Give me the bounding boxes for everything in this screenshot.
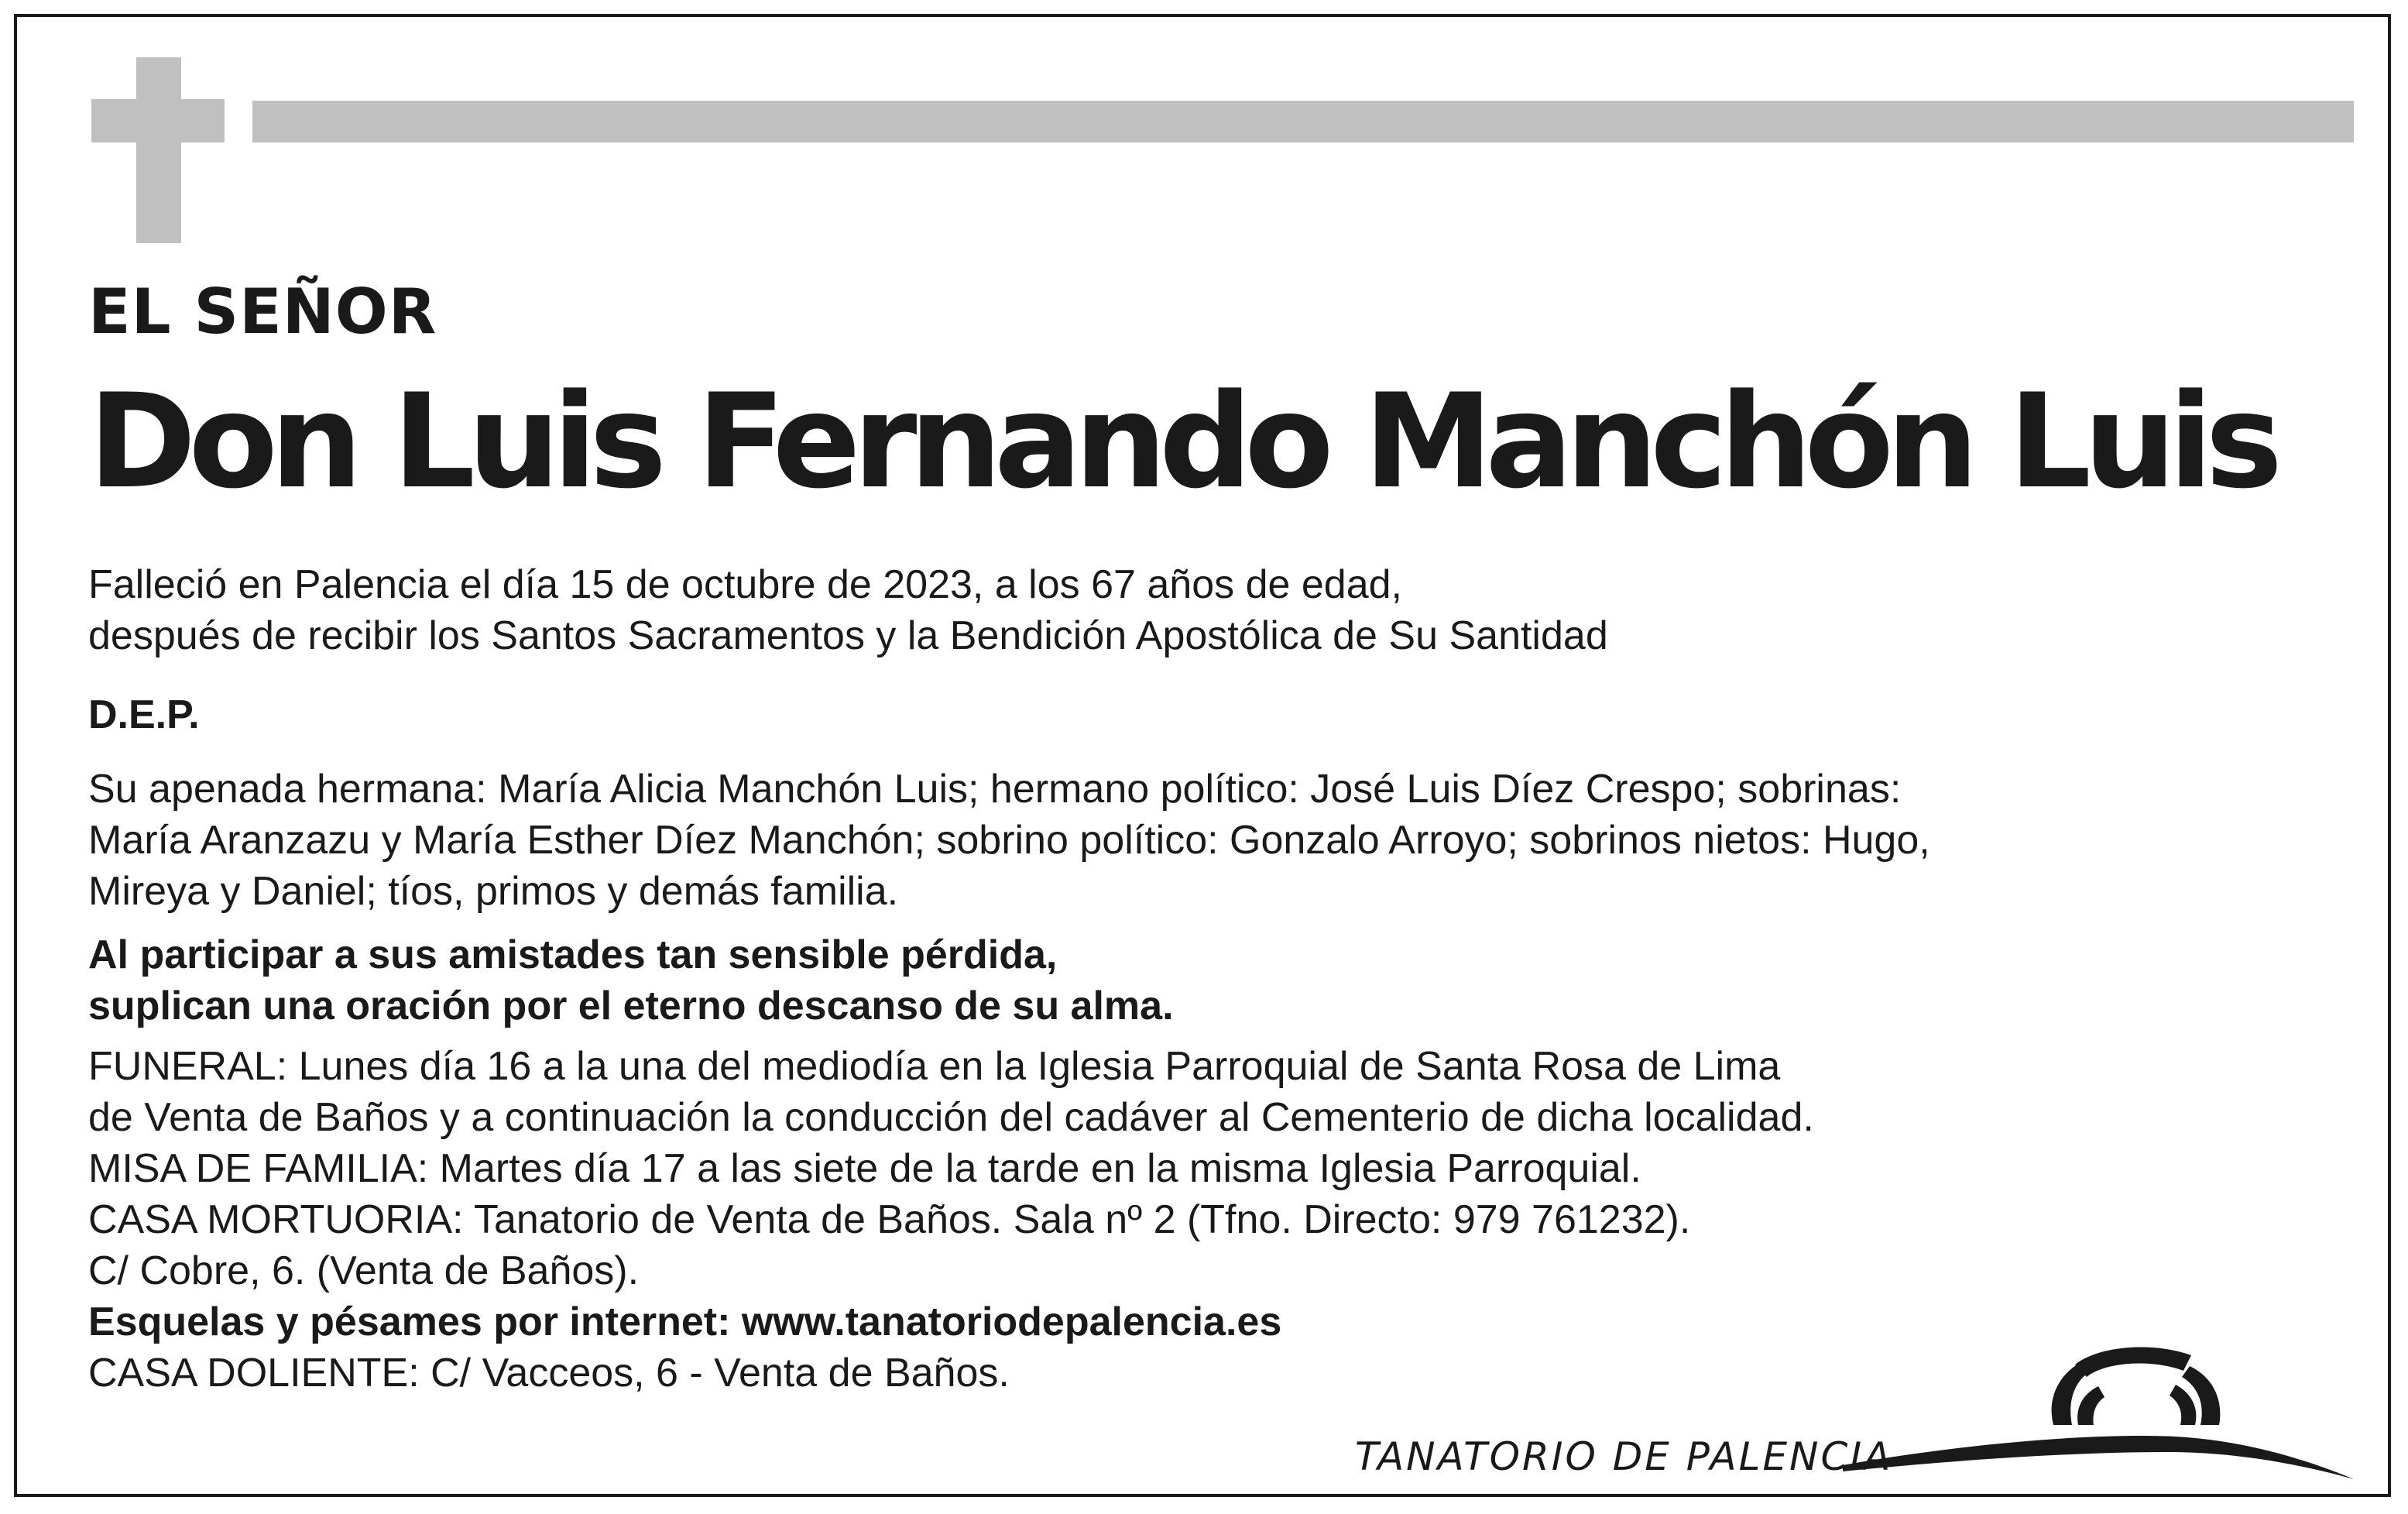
family-line: Mireya y Daniel; tíos, primos y demás familia. [88, 869, 899, 914]
header-bar [252, 101, 2354, 142]
funeral-line: FUNERAL: Lunes día 16 a la una del mediodía en la Iglesia Parroquial de Santa Rosa de Lima [88, 1044, 1781, 1089]
prayer-request-line: Al participar a sus amistades tan sensible pérdida, [88, 932, 1058, 977]
family-line: Su apenada hermana: María Alicia Manchón Luis; hermano político: José Luis Díez Crespo; sobrinas: [88, 767, 1902, 812]
cross-icon-arm [91, 99, 225, 142]
funeral-line: de Venta de Baños y a continuación la conducción del cadáver al Cementerio de dicha localidad. [88, 1095, 1814, 1140]
tanatorio-logo-icon [1843, 1317, 2369, 1495]
death-notice-line: Falleció en Palencia el día 15 de octubre de 2023, a los 67 años de edad, [88, 562, 1403, 607]
logo-dome-inner-left [2077, 1386, 2104, 1425]
address-line: C/ Cobre, 6. (Venta de Baños). [88, 1248, 640, 1293]
deceased-name: Don Luis Fernando Manchón Luis [88, 366, 2276, 517]
logo-dome-inner-right [2170, 1385, 2196, 1425]
cross-icon [136, 57, 181, 243]
logo-swoosh [1843, 1436, 2354, 1479]
tanatorio-logo-text: TANATORIO DE PALENCIA [1355, 1434, 1893, 1479]
funeral-details [88, 1041, 1814, 1399]
internet-line: Esquelas y pésames por internet: www.tanatoriodepalencia.es [88, 1299, 1282, 1344]
family-line: María Aranzazu y María Esther Díez Manchón; sobrino político: Gonzalo Arroyo; sobrinos nietos: Hugo, [88, 818, 1930, 863]
prayer-request [88, 929, 1174, 1032]
casa-mortuoria-line: CASA MORTUORIA: Tanatorio de Venta de Baños. Sala nº 2 (Tfno. Directo: 979 761232). [88, 1197, 1691, 1242]
prayer-request-line: suplican una oración por el eterno descanso de su alma. [88, 984, 1174, 1028]
logo-dome-top [2075, 1347, 2191, 1377]
honorific-title: EL SEÑOR [88, 276, 437, 348]
death-notice [88, 559, 1608, 661]
death-notice-line: después de recibir los Santos Sacramentos y la Bendición Apostólica de Su Santidad [88, 613, 1608, 658]
casa-doliente-line: CASA DOLIENTE: C/ Vacceos, 6 - Venta de Baños. [88, 1351, 1010, 1396]
dep-label: D.E.P. [88, 692, 200, 737]
misa-line: MISA DE FAMILIA: Martes día 17 a las siete de la tarde en la misma Iglesia Parroquial. [88, 1146, 1641, 1191]
family-paragraph [88, 764, 1930, 917]
